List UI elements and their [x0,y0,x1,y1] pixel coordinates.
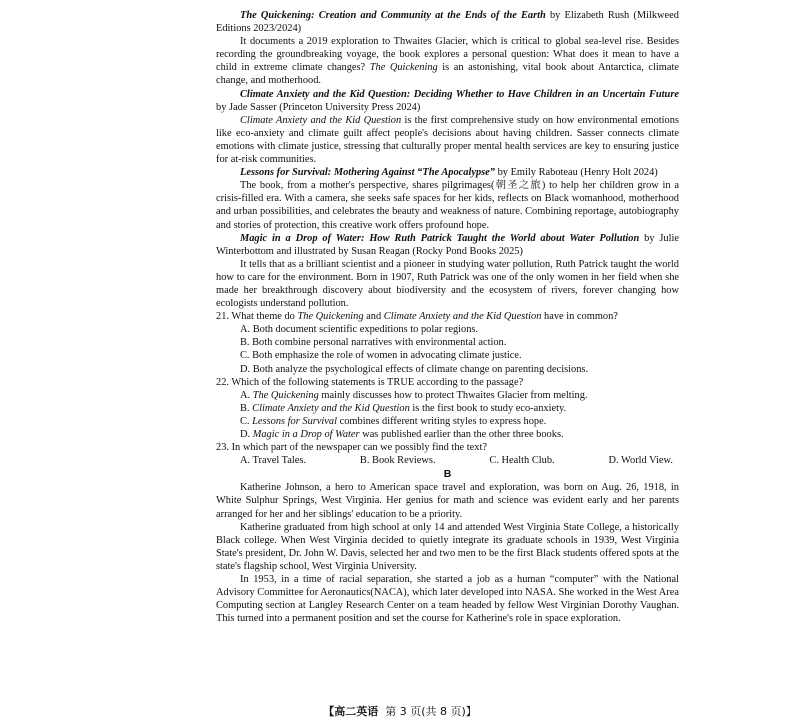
option-23d: D. World View. [608,455,673,467]
passage-b-paragraph-3: In 1953, in a time of racial separation, she started a job as a human “computer” with the National Advisory Committee for Aeronautics(NACA), which later developed into NASA. She worked in the West Area Computing section at Langley Research Center on a team headed by fellow West Virginian Dorothy Vaughan. This turned into a permanent position and set the course for Katherine's role in space exploration. [216,574,679,625]
option-21a: A. Both document scientific expeditions to polar regions. [240,324,479,336]
book-entry-1: The Quickening: Creation and Community at the Ends of the Earth by Elizabeth Rush (Milkweed Editions 2023/2024) [216,10,679,35]
footer-page-number: 第 3 页(共 8 页)】 [385,705,477,718]
option-22b: B. Climate Anxiety and the Kid Question is the first book to study eco-anxiety. [240,402,567,414]
book-author: by Emily Raboteau (Henry Holt 2024) [495,167,658,179]
book-title: The Quickening [240,10,312,21]
option-23b: B. Book Reviews. [359,455,436,467]
option-21c: C. Both emphasize the role of women in advocating climate justice. [240,350,522,362]
option-21d: D. Both analyze the psychological effects of climate change on parenting decisions. [240,363,589,375]
option-23a: A. Travel Tales. [240,455,307,467]
book-entry-2: Climate Anxiety and the Kid Question: Deciding Whether to Have Children in an Uncertain Future by Jade Sasser (Princeton University Press 2024) [216,88,679,113]
book-entry-4: Magic in a Drop of Water: How Ruth Patrick Taught the World about Water Pollution by Julie Winterbottom and illustrated by Susan Reagan (Rocky Pond Books 2025) [216,232,680,257]
book-description-2: Climate Anxiety and the Kid Question is the first comprehensive study on how environmental emotions like eco-anxiety and climate guilt affect people's decisions about having children. Sasser connects climate emotions with climate justice, stressing that culturally proper mental health services are key to ensuring justice for at-risk communities. [216,114,679,166]
option-22a: A. The Quickening mainly discusses how to protect Thwaites Glacier from melting. [240,389,588,401]
book-title: Climate Anxiety and the Kid Question [240,88,407,100]
footer-subject: 【高二英语 [323,705,379,718]
book-subtitle: Deciding Whether to Have Children in an Uncertain Future [413,88,679,100]
book-subtitle: Mothering Against “The Apocalypse” [333,167,495,179]
options-23 [216,454,679,467]
book-title: Magic in a Drop of Water [240,232,361,244]
book-description-4: It tells that as a brilliant scientist and a pioneer in studying water pollution, Ruth Patrick taught the world how to care for the environment. Born in 1907, Ruth Patrick was one of the only women in her field when she made her breakthrough discovery about biodiversity and the ecosystem of rivers, forever changing how ecologists understand pollution. [216,258,679,310]
option-21b: B. Both combine personal narratives with environmental action. [240,337,507,349]
option-23c: C. Health Club. [489,455,555,467]
question-23: 23. In which part of the newspaper can we possibly find the text? [216,442,487,454]
book-subtitle: How Ruth Patrick Taught the World about Water Pollution [369,232,640,244]
passage-b-paragraph-2: Katherine graduated from high school at only 14 and attended West Virginia State College, a historically Black college. When West Virginia decided to quietly integrate its graduate schools in 1939, West Virginia State's president, Dr. John W. Davis, selected her and two men to be the first Black students offered spots at the state's flagship school, West Virginia University. [216,521,679,572]
text-column [216,9,679,625]
book-author: by Elizabeth Rush (Milkweed Editions 2023/2024) [216,10,679,35]
question-22: 22. Which of the following statements is TRUE according to the passage? [216,376,524,388]
book-subtitle: Creation and Community at the Ends of the Earth [318,10,546,21]
book-author: by Jade Sasser (Princeton University Press 2024) [216,101,421,113]
option-22c: C. Lessons for Survival combines different writing styles to express hope. [240,415,547,427]
book-description-1: It documents a 2019 exploration to Thwaites Glacier, which is critical to global sea-level rise. Besides recording the groundbreaking voyage, the book explores a personal question: What does it mean to have a child in extreme climate changes? The Quickening is an astonishing, vital book about Antarctica, climate change, and motherhood. [216,36,680,87]
page-footer [0,703,800,719]
passage-b-paragraph-1: Katherine Johnson, a hero to American space travel and exploration, was born on Aug. 26, 1918, in White Sulphur Springs, West Virginia. Her genius for math and science was evident early and her parents arranged for her and her siblings' education to be a priority. [216,482,679,520]
option-22d: D. Magic in a Drop of Water was published earlier than the other three books. [240,429,564,440]
book-entry-3: Lessons for Survival: Mothering Against “The Apocalypse” by Emily Raboteau (Henry Holt 2024) [240,167,658,179]
book-description-3: The book, from a mother's perspective, shares pilgrimages(朝圣之旅) to help her children grow in a crisis-filled era. With a camera, she seeks safe spaces for her kids, reflects on Black womanhood, motherhood and urban possibilities, and celebrates the beauty and weakness of nature. Combining reportage, autobiography and stories of protection, this creative work offers profound hope. [216,180,679,231]
section-b-heading: B [443,468,452,481]
book-title: Lessons for Survival [240,167,328,179]
question-21: 21. What theme do The Quickening and Climate Anxiety and the Kid Question have in common? [216,311,618,323]
book-author: by Julie Winterbottom and illustrated by Susan Reagan (Rocky Pond Books 2025) [216,232,680,257]
